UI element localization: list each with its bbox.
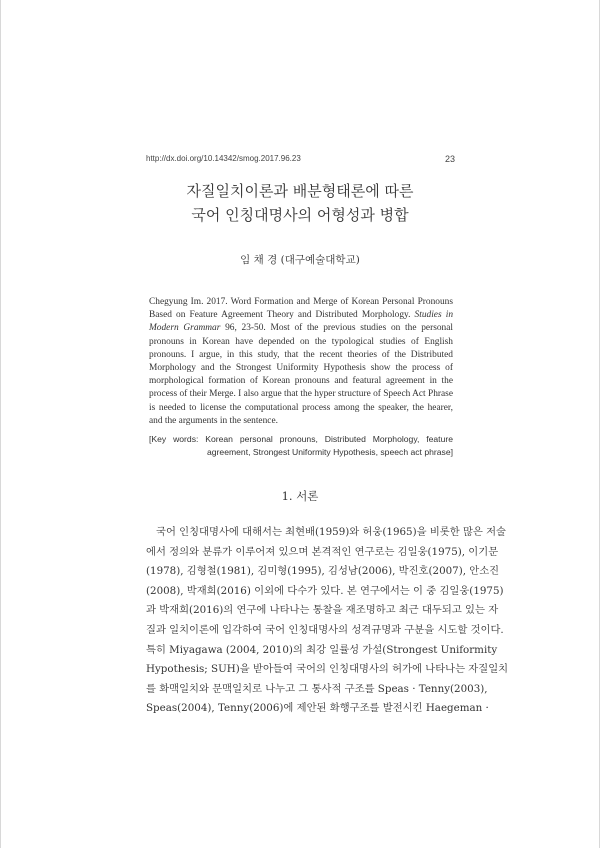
keywords-line-1: [Key words: Korean personal pronouns, Distributed Morphology, feature <box>149 434 453 444</box>
body-text <box>146 523 509 719</box>
body-line: 에서 정의와 분류가 이루어져 있으며 본격적인 연구로는 김일웅(1975), 이기문 <box>146 545 499 558</box>
title-line-2: 국어 인칭대명사의 어형성과 병합 <box>191 206 409 224</box>
body-line: (1978), 김형철(1981), 김미형(1995), 김성남(2006), 박진호(2007), 안소진 <box>146 565 500 578</box>
author: 임 채 경 (대구예술대학교) <box>240 254 360 266</box>
body-line: 과 박재희(2016)의 연구에 나타나는 통찰을 재조명하고 최근 대두되고 있는 자 <box>146 604 499 617</box>
body-line: 를 화맥일치와 문맥일치로 나누고 그 통사적 구조를 Speas · Tenny(2003), <box>146 682 488 695</box>
title-line-1: 자질일치이론과 배분형태론에 따른 <box>186 182 414 200</box>
body-line: 국어 인칭대명사에 대해서는 최현배(1959)와 허웅(1965)을 비롯한 많은 저술 <box>156 526 507 538</box>
abstract <box>149 296 453 428</box>
body-line: 특히 Miyagawa (2004, 2010)의 최강 일률성 가설(Strongest Uniformity <box>146 643 498 656</box>
page-number: 23 <box>444 154 455 164</box>
doi-link[interactable]: http://dx.doi.org/10.14342/smog.2017.96.23 <box>146 154 301 163</box>
abstract-text: 96, 23-50. Most of the previous studies on the personal pronouns in Korean have depended on the typological studies of English pronouns. I argue, in this study, that the recent theories of the Distributed Morphology and the Strongest Uniformity Hypothesis show the process of morphological formation of Korean pronouns and featural agreement in the process of their Merge. I also argue that the hyper structure of Speech Act Phrase is needed to license the computational process among the speaker, the hearer, and the arguments in the sentence. <box>149 323 453 426</box>
body-line: Speas(2004), Tenny(2006)에 제안된 화행구조를 발전시킨 Haegeman · <box>146 702 489 715</box>
abstract-citation: Chegyung Im. 2017. Word Formation and Merge of Korean Personal Pronouns Based on Feature Agreement Theory and Distributed Morphology. <box>149 297 453 321</box>
keywords <box>149 433 453 458</box>
body-line: 질과 일치이론에 입각하여 국어 인칭대명사의 성격규명과 구분을 시도할 것이다. <box>146 623 504 636</box>
section-heading: 1. 서론 <box>281 489 319 503</box>
body-line: (2008), 박재희(2016) 이외에 다수가 있다. 본 연구에서는 이 중 김일웅(1975) <box>146 584 504 597</box>
journal-name: Studies in Modern Grammar <box>149 310 454 334</box>
body-line: Hypothesis; SUH)을 받아들여 국어의 인칭대명사의 허가에 나타나는 자질일치 <box>146 663 509 676</box>
keywords-line-2: agreement, Strongest Uniformity Hypothesis, speech act phrase] <box>207 446 453 457</box>
